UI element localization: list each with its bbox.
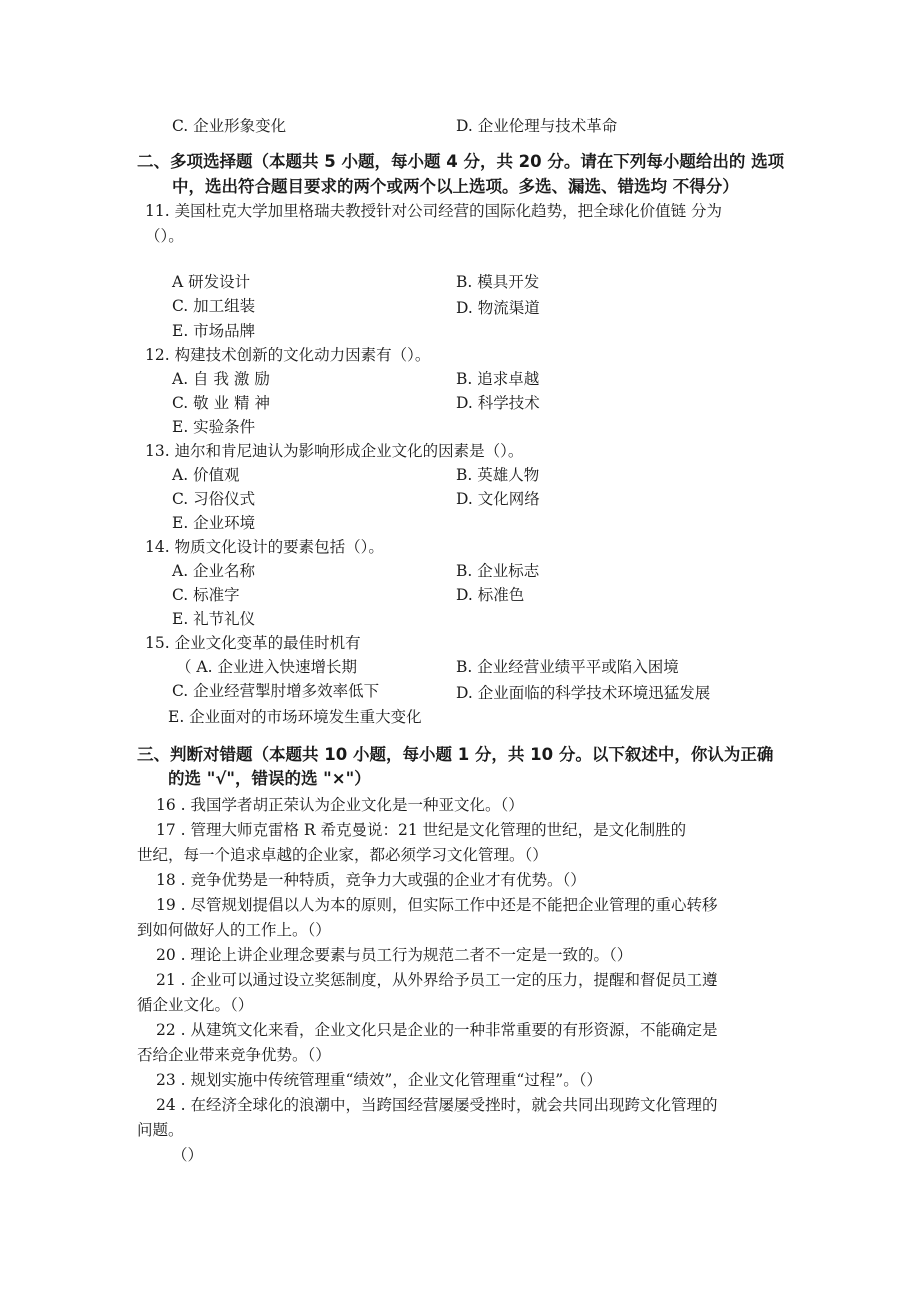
- q11-option-a: A 研发设计: [172, 273, 251, 291]
- q12-option-e: E. 实验条件: [172, 418, 256, 436]
- tf-q17-line1: 17 . 管理大师克雷格 R 希克曼说：21 世纪是文化管理的世纪，是文化制胜的: [156, 821, 687, 839]
- q13-option-a: A. 价值观: [172, 466, 240, 484]
- q15-option-e: E. 企业面对的市场环境发生重大变化: [168, 708, 422, 726]
- q12-stem: 12. 构建技术创新的文化动力因素有（）。: [145, 346, 431, 364]
- tf-q24-line2: 问题。: [137, 1121, 184, 1139]
- tf-q23: 23 . 规划实施中传统管理重“绩效”，企业文化管理重“过程”。（）: [156, 1071, 602, 1089]
- q15-option-d: D. 企业面临的科学技术环境迅猛发展: [456, 684, 711, 702]
- option-d-prev: D. 企业伦理与技术革命: [456, 117, 618, 135]
- section3-heading-line2: 的选 "√"，错误的选 "×"）: [168, 769, 371, 788]
- q12-option-c: C. 敬 业 精 神: [172, 394, 270, 412]
- q14-option-c: C. 标准字: [172, 586, 240, 604]
- q13-stem: 13. 迪尔和肯尼迪认为影响形成企业文化的因素是（）。: [145, 442, 524, 460]
- tf-q19-line2: 到如何做好人的工作上。（）: [137, 921, 331, 939]
- q12-option-b: B. 追求卓越: [456, 370, 540, 388]
- q14-option-a: A. 企业名称: [172, 562, 256, 580]
- q15-option-a: （ A. 企业进入快速增长期: [176, 658, 357, 676]
- tf-q16: 16 . 我国学者胡正荣认为企业文化是一种亚文化。（）: [156, 796, 524, 814]
- q13-option-c: C. 习俗仪式: [172, 490, 256, 508]
- q11-option-c: C. 加工组装: [172, 297, 256, 315]
- q12-option-d: D. 科学技术: [456, 394, 540, 412]
- tf-q21-line1: 21 . 企业可以通过设立奖惩制度，从外界给予员工一定的压力，提醒和督促员工遵: [156, 971, 718, 989]
- section2-heading-line1: 二、多项选择题（本题共 5 小题，每小题 4 分，共 20 分。请在下列每小题给出的 选项: [137, 152, 785, 171]
- q13-option-e: E. 企业环境: [172, 514, 256, 532]
- q11-stem-line2: （）。: [145, 227, 184, 245]
- tf-q24-line1: 24 . 在经济全球化的浪潮中，当跨国经营屡屡受挫时，就会共同出现跨文化管理的: [156, 1096, 718, 1114]
- tf-q17-line2: 世纪，每一个追求卓越的企业家，都必须学习文化管理。（）: [137, 846, 548, 864]
- section3-heading-line1: 三、判断对错题（本题共 10 小题，每小题 1 分，共 10 分。以下叙述中，你认为正确: [137, 745, 774, 764]
- q15-option-b: B. 企业经营业绩平平或陷入困境: [456, 658, 679, 676]
- q15-option-c: C. 企业经营掣肘增多效率低下: [172, 682, 380, 700]
- q12-option-a: A. 自 我 激 励: [172, 370, 270, 388]
- tf-q18: 18 . 竞争优势是一种特质，竞争力大或强的企业才有优势。（）: [156, 871, 586, 889]
- section2-heading-line2: 中，选出符合题目要求的两个或两个以上选项。多选、漏选、错选均 不得分）: [172, 177, 739, 196]
- tf-q19-line1: 19 . 尽管规划提倡以人为本的原则，但实际工作中还是不能把企业管理的重心转移: [156, 896, 718, 914]
- q14-option-e: E. 礼节礼仪: [172, 610, 256, 628]
- q14-option-d: D. 标准色: [456, 586, 525, 604]
- q11-option-e: E. 市场品牌: [172, 322, 256, 340]
- q11-stem-line1: 11. 美国杜克大学加里格瑞夫教授针对公司经营的国际化趋势，把全球化价值链 分为: [145, 202, 723, 220]
- q11-option-b: B. 模具开发: [456, 273, 540, 291]
- q13-option-d: D. 文化网络: [456, 490, 540, 508]
- q13-option-b: B. 英雄人物: [456, 466, 540, 484]
- tf-q24-answer-bracket: （）: [172, 1146, 204, 1164]
- tf-q22-line2: 否给企业带来竞争优势。（）: [137, 1046, 331, 1064]
- tf-q22-line1: 22 . 从建筑文化来看，企业文化只是企业的一种非常重要的有形资源，不能确定是: [156, 1021, 718, 1039]
- q15-stem: 15. 企业文化变革的最佳时机有: [145, 634, 361, 652]
- q11-option-d: D. 物流渠道: [456, 299, 540, 317]
- q14-option-b: B. 企业标志: [456, 562, 540, 580]
- tf-q20: 20 . 理论上讲企业理念要素与员工行为规范二者不一定是一致的。（）: [156, 946, 633, 964]
- option-c-prev: C. 企业形象变化: [172, 117, 287, 135]
- tf-q21-line2: 循企业文化。（）: [137, 996, 254, 1014]
- q14-stem: 14. 物质文化设计的要素包括（）。: [145, 538, 384, 556]
